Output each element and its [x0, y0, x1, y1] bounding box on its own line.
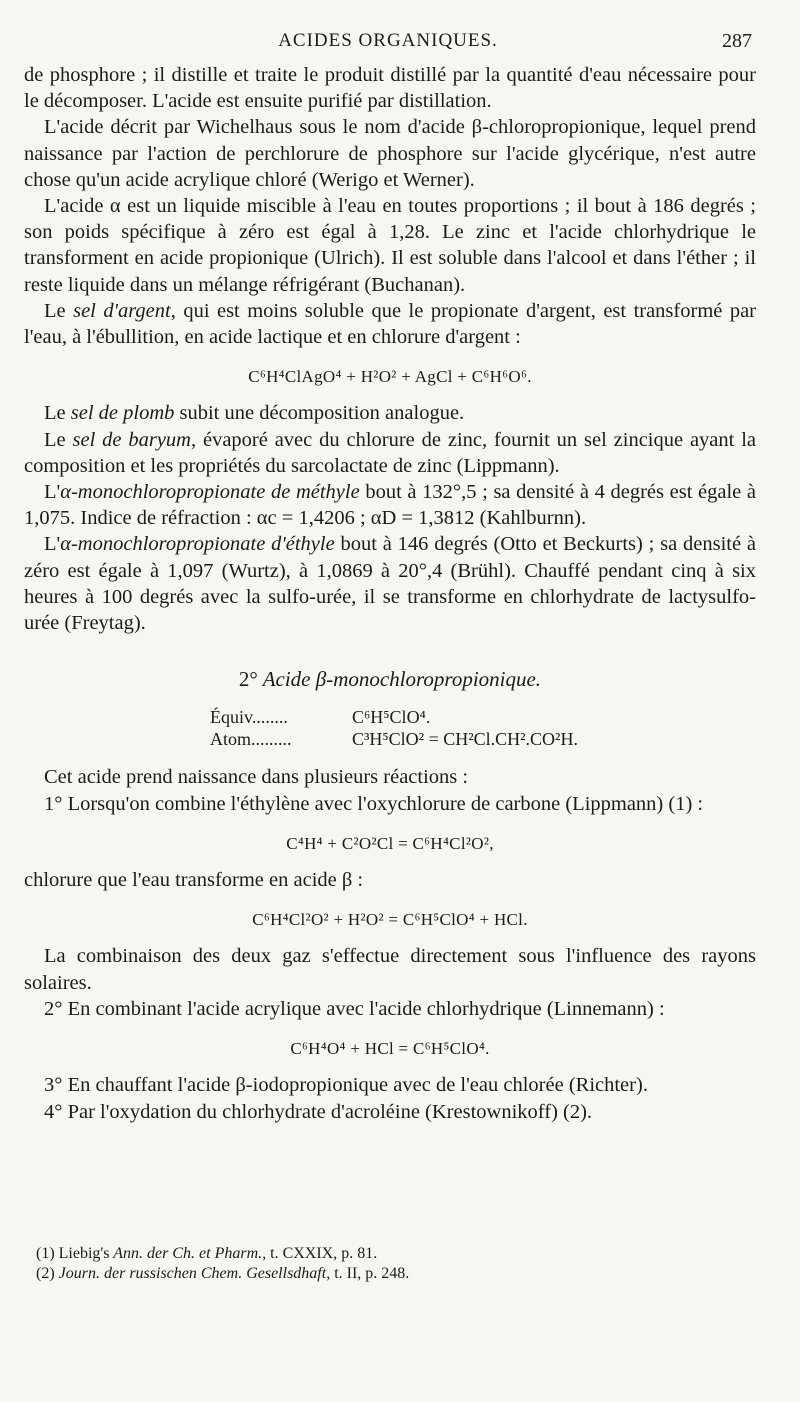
footnote-title: Ann. der Ch. et Pharm.,	[113, 1245, 267, 1262]
paragraph-prefix: Le	[44, 428, 73, 451]
footnote-ref: t. CXXIX, p. 81.	[270, 1245, 378, 1262]
footnote-ref: t. II, p. 248.	[334, 1265, 410, 1282]
paragraph	[24, 298, 756, 350]
paragraph: 1° Lorsqu'on combine l'éthylène avec l'oxychlorure de carbone (Lippmann) (1) :	[44, 792, 704, 815]
section-heading	[24, 666, 756, 692]
formula-table	[210, 706, 756, 750]
italic-term: α-monochloropropionate de méthyle	[60, 481, 360, 504]
paragraph-text: bout à 146 degrés (Otto et Beckurts) ; sa densité à zéro est égale à 1,097 (Wurtz), à 1,0869 à 20°,4 (Brühl). Chauffé pendant cinq à six heures à 100 degrés avec la sulfo-urée, il se transforme en chlorhydrate de lactysulfo-urée (Freytag).	[24, 533, 756, 635]
paragraph-text: , qui est moins soluble que le propionate d'argent, est transformé par l'eau, à l'ébullition, en acide lactique et en chlorure d'argent :	[24, 299, 757, 349]
paragraph: 3° En chauffant l'acide β-iodopropionique avec de l'eau chlorée (Richter).	[44, 1074, 648, 1097]
paragraph: La combinaison des deux gaz s'effectue directement sous l'influence des rayons solaires.	[24, 945, 756, 994]
paragraph-prefix: L'	[44, 533, 61, 556]
running-title: ACIDES ORGANIQUES.	[278, 30, 498, 51]
page-body	[24, 62, 756, 1125]
footnotes	[36, 1244, 409, 1284]
paragraph: 4° Par l'oxydation du chlorhydrate d'acroléine (Krestownikoff) (2).	[44, 1100, 593, 1123]
paragraph-text: bout à 132°,5 ; sa densité à 4 degrés est égale à 1,075. Indice de réfraction : αc = 1,4206 ; αD = 1,3812 (Kahlburnn).	[24, 481, 757, 530]
paragraph: de phosphore ; il distille et traite le produit distillé par la quantité d'eau nécessaire pour le décomposer. L'acide est ensuite purifié par distillation.	[24, 64, 756, 113]
paragraph: 2° En combinant l'acide acrylique avec l'acide chlorhydrique (Linnemann) :	[44, 997, 665, 1020]
footnote-mark: (2)	[36, 1265, 55, 1282]
paragraph: chlorure que l'eau transforme en acide β :	[24, 869, 364, 892]
footnote-source: Liebig's	[58, 1245, 110, 1262]
paragraph-text: subit une décomposition analogue.	[174, 402, 465, 425]
equiv-row	[210, 706, 756, 728]
paragraph	[24, 427, 756, 479]
equation: C⁶H⁴O⁴ + HCl = C⁶H⁵ClO⁴.	[290, 1039, 490, 1059]
equiv-value: C⁶H⁵ClO⁴.	[352, 707, 431, 728]
italic-term: sel de plomb	[70, 402, 175, 425]
paragraph-prefix: Le	[44, 299, 74, 322]
italic-term: sel d'argent	[73, 299, 171, 322]
section-number: 2°	[238, 667, 258, 692]
paragraph-prefix: L'	[44, 481, 61, 504]
paragraph-prefix: Le	[44, 402, 71, 425]
page-number: 287	[722, 30, 752, 52]
atom-row	[210, 728, 756, 750]
paragraph	[24, 479, 756, 531]
paragraph: Cet acide prend naissance dans plusieurs réactions :	[44, 766, 469, 789]
italic-term: α-monochloropropionate d'éthyle	[60, 533, 335, 556]
paragraph-text: , évaporé avec du chlorure de zinc, fournit un sel zincique ayant la composition et les propriétés du sarcolactate de zinc (Lippmann).	[24, 428, 756, 477]
atom-value: C³H⁵ClO² = CH²Cl.CH².CO²H.	[352, 729, 578, 750]
paragraph	[24, 400, 756, 426]
footnote-mark: (1)	[36, 1245, 55, 1262]
equiv-label: Équiv........	[210, 707, 288, 728]
equation: C⁶H⁴ClAgO⁴ + H²O² + AgCl + C⁶H⁶O⁶.	[248, 367, 532, 387]
section-title: Acide β-monochloropropionique.	[262, 667, 542, 692]
footnote	[36, 1264, 409, 1284]
italic-term: sel de baryum	[72, 428, 191, 451]
paragraph: L'acide décrit par Wichelhaus sous le nom d'acide β-chloropropionique, lequel prend naissance par l'action de perchlorure de phosphore sur l'acide glycérique, n'est autre chose qu'un acide acrylique chloré (Werigo et Werner).	[24, 116, 756, 191]
paragraph: L'acide α est un liquide miscible à l'eau en toutes proportions ; il bout à 186 degrés ; son poids spécifique à zéro est égal à 1,28. Le zinc et l'acide chlorhydrique le transforment en acide propionique (Ulrich). Il est soluble dans l'alcool et dans l'éther ; il reste liquide dans un mélange réfrigérant (Buchanan).	[24, 195, 756, 296]
page-header	[24, 30, 752, 54]
footnote-title: Journ. der russischen Chem. Gesellsdhaft,	[58, 1265, 331, 1282]
footnote	[36, 1244, 409, 1264]
equation: C⁴H⁴ + C²O²Cl = C⁶H⁴Cl²O²,	[286, 833, 494, 853]
atom-label: Atom.........	[210, 729, 292, 750]
paragraph	[24, 531, 756, 636]
equation: C⁶H⁴Cl²O² + H²O² = C⁶H⁵ClO⁴ + HCl.	[252, 910, 528, 930]
